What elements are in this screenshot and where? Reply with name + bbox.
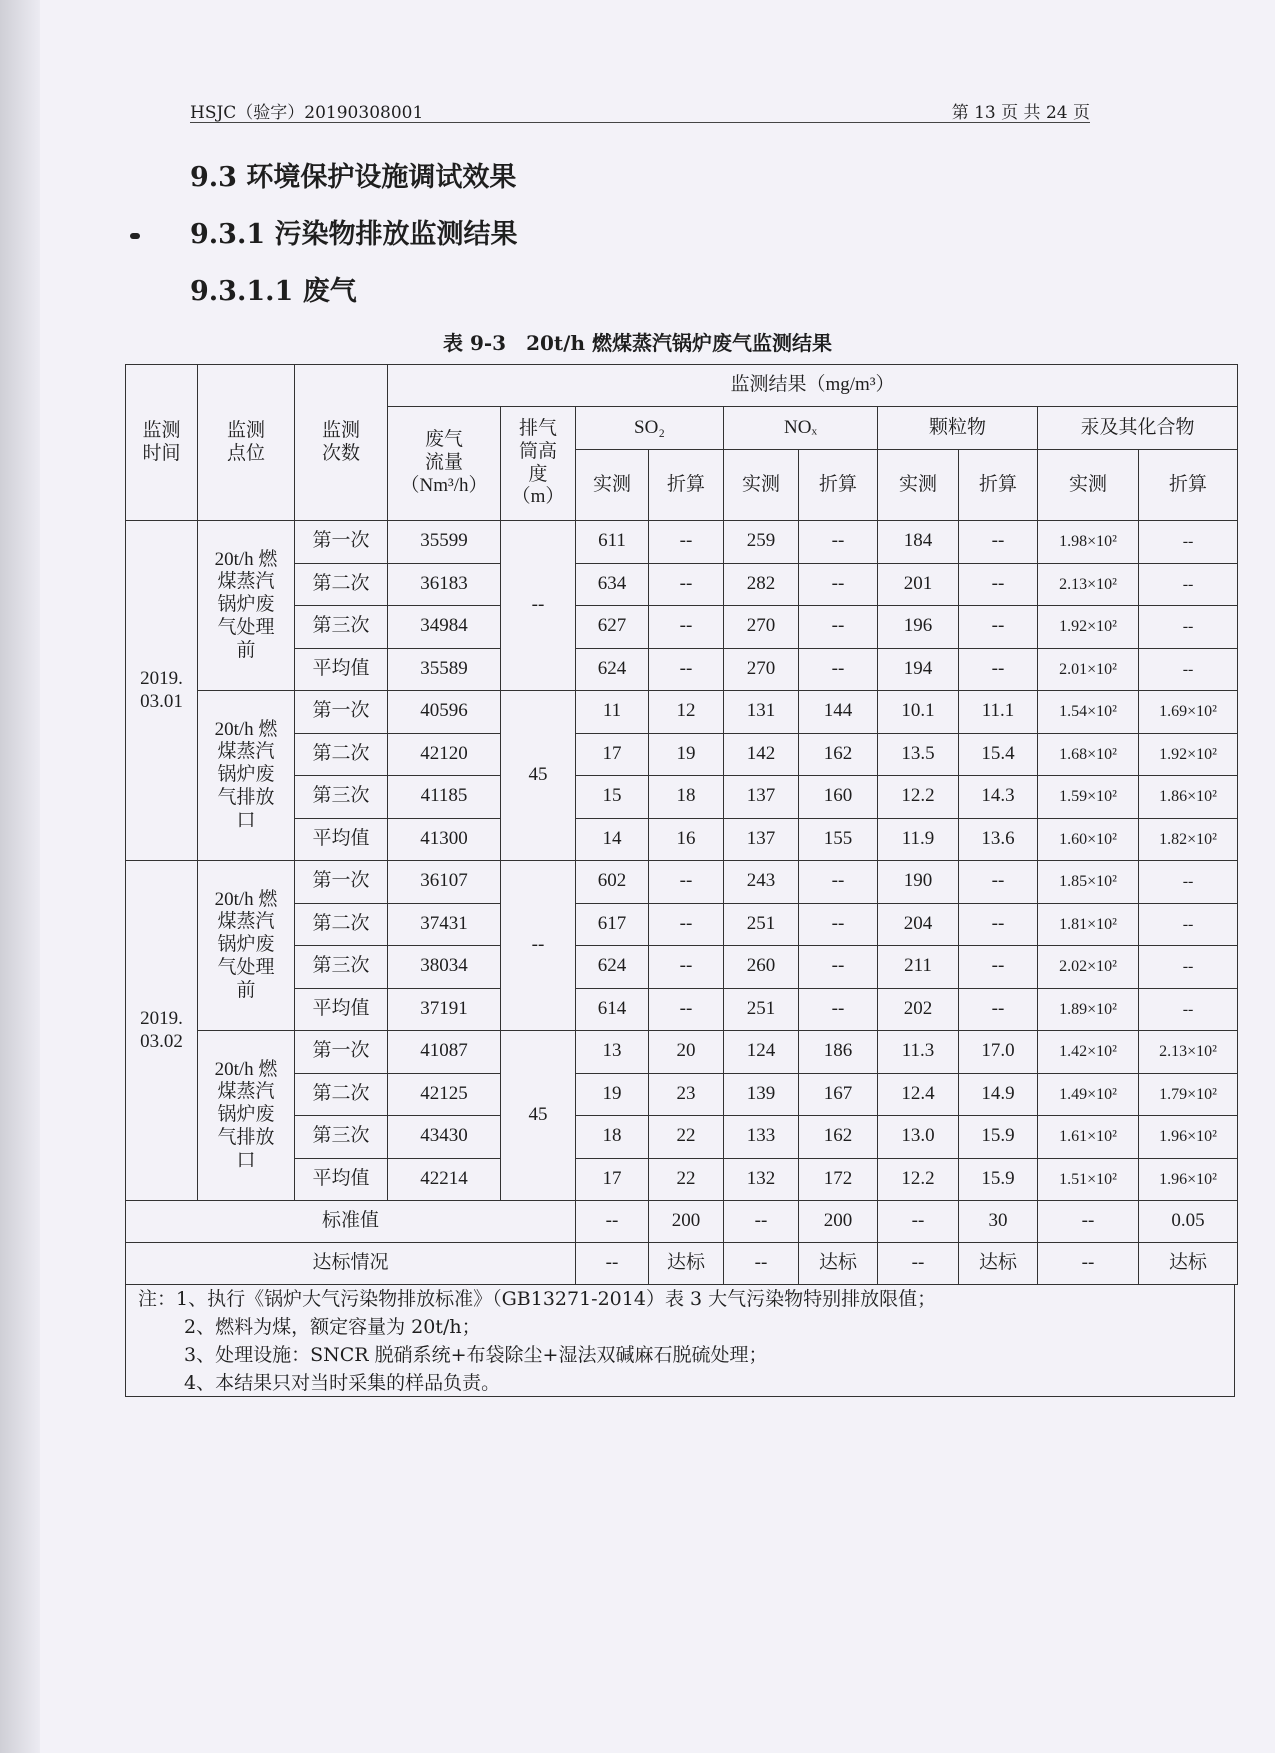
value-cell: -- [649,946,724,989]
compliance-row-value: -- [1038,1243,1139,1285]
page-header [190,98,1090,123]
value-cell: 162 [799,1116,878,1159]
col-subheader: 实测 [1038,450,1139,521]
value-cell: -- [649,861,724,904]
count-cell: 平均值 [295,1158,388,1201]
value-cell: -- [799,861,878,904]
value-cell: 167 [799,1073,878,1116]
compliance-row-value: -- [576,1243,649,1285]
stack-height-cell: 45 [501,1031,576,1201]
value-cell: 19 [576,1073,649,1116]
col-header-results: 监测结果（mg/m³） [388,365,1238,407]
value-cell: 16 [649,818,724,861]
count-cell: 第三次 [295,1116,388,1159]
value-cell: 37431 [388,903,501,946]
stack-height-cell: 45 [501,691,576,861]
value-cell: -- [649,521,724,564]
value-cell: 1.82×10² [1139,818,1238,861]
value-cell: -- [959,521,1038,564]
ink-mark [130,233,140,239]
compliance-row-value: 达标 [649,1243,724,1285]
standard-row-value: -- [576,1201,649,1243]
value-cell: 201 [878,563,959,606]
value-cell: 19 [649,733,724,776]
value-cell: 17 [576,733,649,776]
value-cell: 1.49×10² [1038,1073,1139,1116]
value-cell: -- [649,648,724,691]
col-header-mercury: 汞及其化合物 [1038,407,1238,450]
value-cell: -- [799,563,878,606]
value-cell: -- [649,563,724,606]
value-cell: 11 [576,691,649,734]
value-cell: 1.98×10² [1038,521,1139,564]
col-subheader: 实测 [576,450,649,521]
col-subheader: 折算 [799,450,878,521]
value-cell: -- [649,606,724,649]
col-header-particulate: 颗粒物 [878,407,1038,450]
compliance-row-value: 达标 [1139,1243,1238,1285]
value-cell: 2.13×10² [1139,1031,1238,1074]
value-cell: 282 [724,563,799,606]
value-cell: 1.54×10² [1038,691,1139,734]
value-cell: -- [959,903,1038,946]
value-cell: 17.0 [959,1031,1038,1074]
value-cell: -- [799,648,878,691]
compliance-row-label: 达标情况 [126,1243,576,1285]
value-cell: 41087 [388,1031,501,1074]
value-cell: -- [1139,606,1238,649]
value-cell: 11.9 [878,818,959,861]
col-header-flow: 废气 流量 （Nm³/h） [388,407,501,521]
standard-row-label: 标准值 [126,1201,576,1243]
note-line: 2、燃料为煤，额定容量为 20t/h； [184,1316,481,1338]
value-cell: 260 [724,946,799,989]
value-cell: 42125 [388,1073,501,1116]
value-cell: 12.2 [878,776,959,819]
value-cell: 211 [878,946,959,989]
col-subheader: 折算 [649,450,724,521]
value-cell: 38034 [388,946,501,989]
value-cell: 12.4 [878,1073,959,1116]
col-subheader: 折算 [1139,450,1238,521]
value-cell: 1.59×10² [1038,776,1139,819]
count-cell: 平均值 [295,648,388,691]
value-cell: 1.69×10² [1139,691,1238,734]
value-cell: 43430 [388,1116,501,1159]
note-line: 注：1、执行《锅炉大气污染物排放标准》（GB13271-2014）表 3 大气污染物特别排放限值； [138,1288,937,1310]
value-cell: 1.86×10² [1139,776,1238,819]
value-cell: -- [1139,988,1238,1031]
point-cell: 20t/h 燃 煤蒸汽 锅炉废 气处理 前 [198,521,295,691]
value-cell: 243 [724,861,799,904]
value-cell: 142 [724,733,799,776]
value-cell: 132 [724,1158,799,1201]
value-cell: 18 [649,776,724,819]
value-cell: 160 [799,776,878,819]
value-cell: 13 [576,1031,649,1074]
value-cell: -- [1139,903,1238,946]
compliance-row-value: -- [724,1243,799,1285]
value-cell: -- [1139,563,1238,606]
note-line: 4、本结果只对当时采集的样品负责。 [184,1372,501,1394]
value-cell: 194 [878,648,959,691]
date-cell: 2019. 03.01 [126,521,198,861]
value-cell: 15.9 [959,1116,1038,1159]
table-row [126,521,1238,564]
value-cell: 251 [724,903,799,946]
value-cell: 155 [799,818,878,861]
value-cell: 14 [576,818,649,861]
standard-row-value: -- [878,1201,959,1243]
value-cell: -- [959,946,1038,989]
value-cell: 1.85×10² [1038,861,1139,904]
value-cell: 12 [649,691,724,734]
value-cell: 14.9 [959,1073,1038,1116]
point-cell: 20t/h 燃 煤蒸汽 锅炉废 气排放 口 [198,691,295,861]
section-heading-9-3-1: 9.3.1 污染物排放监测结果 [190,219,518,250]
value-cell: 23 [649,1073,724,1116]
value-cell: 624 [576,946,649,989]
value-cell: 20 [649,1031,724,1074]
value-cell: 2.13×10² [1038,563,1139,606]
value-cell: 15 [576,776,649,819]
value-cell: 617 [576,903,649,946]
col-header-point: 监测 点位 [198,365,295,521]
value-cell: 186 [799,1031,878,1074]
value-cell: 614 [576,988,649,1031]
value-cell: 40596 [388,691,501,734]
value-cell: 14.3 [959,776,1038,819]
standard-row-value: 30 [959,1201,1038,1243]
value-cell: 22 [649,1116,724,1159]
value-cell: 190 [878,861,959,904]
value-cell: -- [1139,861,1238,904]
value-cell: 35589 [388,648,501,691]
value-cell: 124 [724,1031,799,1074]
document-number: HSJC（验字）20190308001 [190,103,424,123]
value-cell: 37191 [388,988,501,1031]
value-cell: 1.92×10² [1038,606,1139,649]
value-cell: 1.79×10² [1139,1073,1238,1116]
value-cell: -- [1139,648,1238,691]
col-header-so2: SO₂ [576,407,724,450]
value-cell: 634 [576,563,649,606]
value-cell: 13.5 [878,733,959,776]
value-cell: -- [799,521,878,564]
value-cell: 1.68×10² [1038,733,1139,776]
value-cell: 42120 [388,733,501,776]
value-cell: 18 [576,1116,649,1159]
value-cell: -- [799,903,878,946]
value-cell: 36183 [388,563,501,606]
col-header-time: 监测 时间 [126,365,198,521]
value-cell: 196 [878,606,959,649]
count-cell: 平均值 [295,818,388,861]
table-notes [125,1285,1235,1397]
page-number: 第 13 页 共 24 页 [951,103,1090,123]
value-cell: -- [959,988,1038,1031]
value-cell: 270 [724,606,799,649]
value-cell: 172 [799,1158,878,1201]
value-cell: 144 [799,691,878,734]
table-caption: 表 9-3 20t/h 燃煤蒸汽锅炉废气监测结果 [443,331,832,355]
value-cell: 1.61×10² [1038,1116,1139,1159]
value-cell: -- [1139,521,1238,564]
col-header-nox: NOₓ [724,407,878,450]
value-cell: 1.89×10² [1038,988,1139,1031]
value-cell: 11.3 [878,1031,959,1074]
value-cell: 611 [576,521,649,564]
value-cell: 627 [576,606,649,649]
value-cell: 22 [649,1158,724,1201]
count-cell: 第一次 [295,1031,388,1074]
value-cell: 12.2 [878,1158,959,1201]
standard-row-value: -- [724,1201,799,1243]
count-cell: 第三次 [295,776,388,819]
compliance-row [126,1243,1238,1285]
count-cell: 第一次 [295,521,388,564]
point-cell: 20t/h 燃 煤蒸汽 锅炉废 气排放 口 [198,1031,295,1201]
value-cell: 41300 [388,818,501,861]
table-row [126,691,1238,734]
value-cell: 34984 [388,606,501,649]
count-cell: 第一次 [295,861,388,904]
standard-row-value: 200 [649,1201,724,1243]
standard-row-value: -- [1038,1201,1139,1243]
col-subheader: 折算 [959,450,1038,521]
count-cell: 第二次 [295,563,388,606]
count-cell: 第二次 [295,733,388,776]
table-row [126,1031,1238,1074]
value-cell: 35599 [388,521,501,564]
value-cell: 131 [724,691,799,734]
count-cell: 第三次 [295,606,388,649]
standard-row-value: 0.05 [1139,1201,1238,1243]
value-cell: 42214 [388,1158,501,1201]
value-cell: 15.9 [959,1158,1038,1201]
stack-height-cell: -- [501,861,576,1031]
value-cell: -- [649,903,724,946]
compliance-row-value: 达标 [799,1243,878,1285]
value-cell: 1.96×10² [1139,1116,1238,1159]
value-cell: 17 [576,1158,649,1201]
value-cell: 204 [878,903,959,946]
scan-edge [0,0,40,1753]
value-cell: 137 [724,818,799,861]
value-cell: -- [959,648,1038,691]
value-cell: 162 [799,733,878,776]
point-cell: 20t/h 燃 煤蒸汽 锅炉废 气处理 前 [198,861,295,1031]
table-row [126,861,1238,904]
standard-row [126,1201,1238,1243]
value-cell: 270 [724,648,799,691]
standard-row-value: 200 [799,1201,878,1243]
compliance-row-value: -- [878,1243,959,1285]
value-cell: 1.60×10² [1038,818,1139,861]
col-header-count: 监测 次数 [295,365,388,521]
value-cell: 36107 [388,861,501,904]
value-cell: -- [1139,946,1238,989]
value-cell: 13.6 [959,818,1038,861]
col-subheader: 实测 [878,450,959,521]
date-cell: 2019. 03.02 [126,861,198,1201]
value-cell: 2.02×10² [1038,946,1139,989]
value-cell: 251 [724,988,799,1031]
value-cell: 2.01×10² [1038,648,1139,691]
value-cell: -- [959,606,1038,649]
value-cell: -- [959,861,1038,904]
value-cell: 41185 [388,776,501,819]
value-cell: 624 [576,648,649,691]
value-cell: -- [959,563,1038,606]
stack-height-cell: -- [501,521,576,691]
value-cell: 1.92×10² [1139,733,1238,776]
value-cell: -- [649,988,724,1031]
value-cell: 11.1 [959,691,1038,734]
value-cell: 10.1 [878,691,959,734]
value-cell: 1.51×10² [1038,1158,1139,1201]
col-subheader: 实测 [724,450,799,521]
value-cell: 13.0 [878,1116,959,1159]
value-cell: 1.96×10² [1139,1158,1238,1201]
value-cell: -- [799,606,878,649]
value-cell: 259 [724,521,799,564]
note-line: 3、处理设施：SNCR 脱硝系统+布袋除尘+湿法双碱麻石脱硫处理； [184,1344,768,1366]
monitoring-results-table [125,364,1238,1285]
value-cell: 1.81×10² [1038,903,1139,946]
count-cell: 平均值 [295,988,388,1031]
value-cell: 1.42×10² [1038,1031,1139,1074]
section-heading-9-3-1-1: 9.3.1.1 废气 [190,276,357,307]
value-cell: 133 [724,1116,799,1159]
count-cell: 第二次 [295,1073,388,1116]
count-cell: 第二次 [295,903,388,946]
value-cell: -- [799,946,878,989]
count-cell: 第一次 [295,691,388,734]
compliance-row-value: 达标 [959,1243,1038,1285]
value-cell: 202 [878,988,959,1031]
value-cell: 602 [576,861,649,904]
section-heading-9-3: 9.3 环境保护设施调试效果 [190,162,517,193]
col-header-stack-height: 排气 筒高 度 （m） [501,407,576,521]
value-cell: 139 [724,1073,799,1116]
count-cell: 第三次 [295,946,388,989]
value-cell: 137 [724,776,799,819]
value-cell: 15.4 [959,733,1038,776]
header-row [126,365,1238,407]
value-cell: 184 [878,521,959,564]
value-cell: -- [799,988,878,1031]
